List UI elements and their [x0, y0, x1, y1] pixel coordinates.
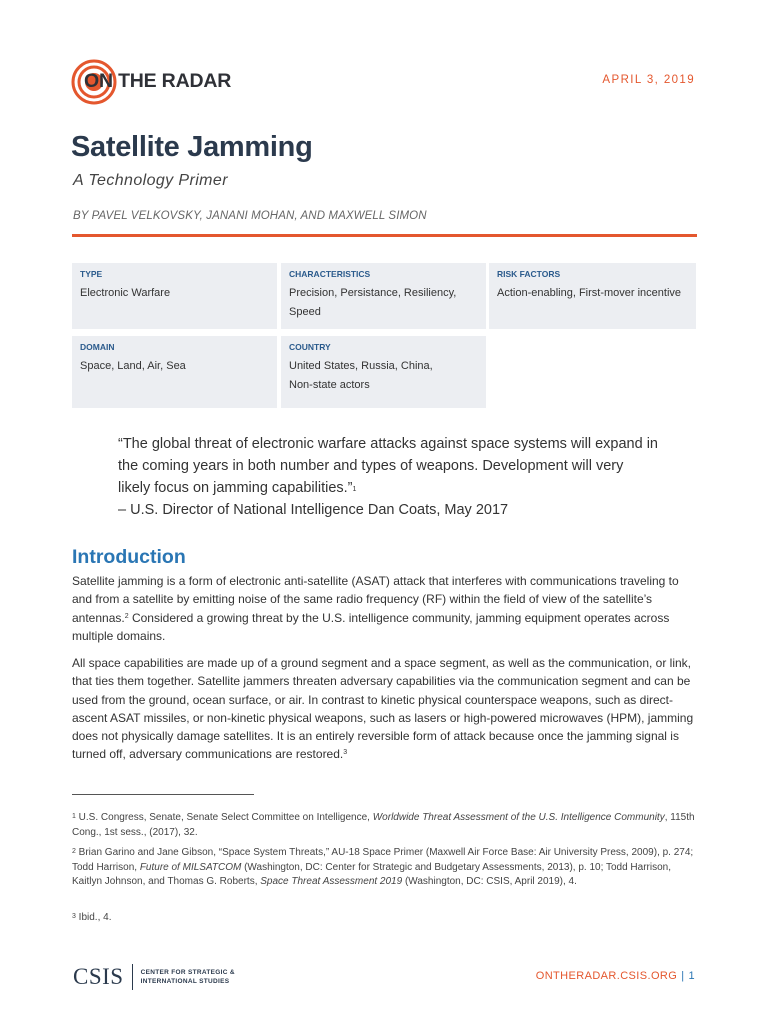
- footnote-2-title-1: Future of MILSATCOM: [139, 861, 242, 873]
- csis-wordmark: CSIS: [73, 964, 124, 989]
- pull-quote: [118, 433, 658, 521]
- byline: BY PAVEL VELKOVSKY, JANANI MOHAN, AND MAXWELL SIMON: [73, 210, 427, 222]
- csis-logo-divider: [132, 964, 133, 990]
- footer-separator: |: [681, 970, 685, 982]
- country-card: [281, 336, 486, 408]
- domain-value: Space, Land, Air, Sea: [80, 360, 186, 372]
- footnote-1-number: 1: [72, 813, 76, 820]
- footnote-divider: [72, 794, 254, 795]
- quote-attribution: – U.S. Director of National Intelligence Dan Coats, May 2017: [118, 502, 509, 518]
- footnote-2: [72, 846, 697, 890]
- risk-factors-value: Action-enabling, First-mover incentive: [497, 287, 682, 299]
- csis-full-name: [141, 968, 235, 986]
- characteristics-card: [281, 263, 486, 329]
- intro-p2-footnote-ref: 3: [343, 749, 348, 757]
- footnote-3-number: 3: [72, 913, 76, 920]
- footnote-2-text-a: Brian Garino and Jane Gibson, “Space System Threats,” AU-18 Space Primer (Maxwell Air Force Base: Air University Press, 2009), p. 274; Todd Harrison,: [72, 847, 694, 873]
- characteristics-value: Precision, Persistance, Resiliency, Speed: [289, 287, 457, 318]
- type-card: [72, 263, 277, 329]
- intro-p1-text-a: Satellite jamming is a form of electronic anti-satellite (ASAT) attack that interferes with communications traveling to and from a satellite by emitting noise of the same radio frequency (RF) within the field of view of the satellite’s antennas.: [72, 574, 679, 625]
- risk-factors-label: RISK FACTORS: [497, 269, 561, 279]
- risk-factors-card: [489, 263, 696, 329]
- quote-text: “The global threat of electronic warfare attacks against space systems will expand in the coming years in both number and types of weapons. Development will very likely focus on jamming capabilities.”: [118, 436, 658, 496]
- intro-p1-text-b: Considered a growing threat by the U.S. intelligence community, jamming equipment operates across multiple domains.: [72, 610, 670, 643]
- type-label: TYPE: [80, 269, 103, 279]
- quote-footnote-ref: 1: [352, 486, 357, 493]
- page-number: 1: [688, 970, 695, 982]
- title-divider: [72, 234, 697, 237]
- footnote-2-text-c: (Washington, DC: CSIS, April 2019), 4.: [402, 876, 577, 887]
- logo-text: ON THE RADAR: [84, 70, 232, 92]
- publication-date: APRIL 3, 2019: [602, 74, 695, 86]
- intro-paragraph-2: [72, 654, 700, 764]
- footnote-1-text-a: U.S. Congress, Senate, Senate Select Committee on Intelligence,: [75, 812, 373, 823]
- site-link[interactable]: ONTHERADAR.CSIS.ORG: [535, 970, 678, 982]
- csis-logo: [73, 964, 235, 990]
- footnote-1-text-b: , 115th Cong., 1st sess., (2017), 32.: [72, 812, 695, 838]
- on-the-radar-logo: [71, 58, 232, 106]
- intro-paragraph-1: [72, 572, 700, 645]
- footnote-1: [72, 811, 697, 840]
- footnote-3-text: Ibid., 4.: [75, 912, 112, 923]
- footnote-1-title: Worldwide Threat Assessment of the U.S. Intelligence Community: [372, 812, 665, 823]
- csis-name-line-1: CENTER FOR STRATEGIC &: [140, 969, 235, 976]
- footnote-2-text-b: (Washington, DC: Center for Strategic and Budgetary Assessments, 2013), p. 10; Todd Harrison, Kaitlyn Johnson, and Thomas G. Roberts,: [72, 861, 671, 887]
- country-value-line-2: Non-state actors: [289, 379, 370, 391]
- introduction-heading: Introduction: [72, 546, 186, 568]
- intro-p1-footnote-ref: 2: [124, 612, 129, 620]
- footnote-3: [72, 911, 697, 926]
- footnote-2-title-2: Space Threat Assessment 2019: [260, 876, 403, 887]
- type-value: Electronic Warfare: [80, 287, 171, 299]
- footer-site-page: [536, 970, 695, 982]
- footnote-2-number: 2: [72, 848, 76, 855]
- page-title: Satellite Jamming: [71, 131, 313, 163]
- domain-label: DOMAIN: [80, 342, 115, 352]
- page-subtitle: A Technology Primer: [73, 172, 228, 189]
- domain-card: [72, 336, 277, 408]
- characteristics-label: CHARACTERISTICS: [289, 269, 371, 279]
- country-label: COUNTRY: [289, 342, 331, 352]
- country-value-line-1: United States, Russia, China,: [289, 360, 433, 372]
- csis-name-line-2: INTERNATIONAL STUDIES: [140, 978, 230, 985]
- intro-p2-text: All space capabilities are made up of a ground segment and a space segment, as well as the communication, or link, that ties them together. Satellite jammers threaten adversary capabilities via the communication segment and can be used from the ground, ocean surface, or air. In contrast to kinetic physical counterspace weapons, such as direct-ascent ASAT missiles, or non-kinetic physical weapons, such as lasers or high-powered microwaves (HPM), jamming does not physically damage satellites. It is an entirely reversible form of attack because once the jamming signal is turned off, adversary communications are restored.: [72, 656, 694, 762]
